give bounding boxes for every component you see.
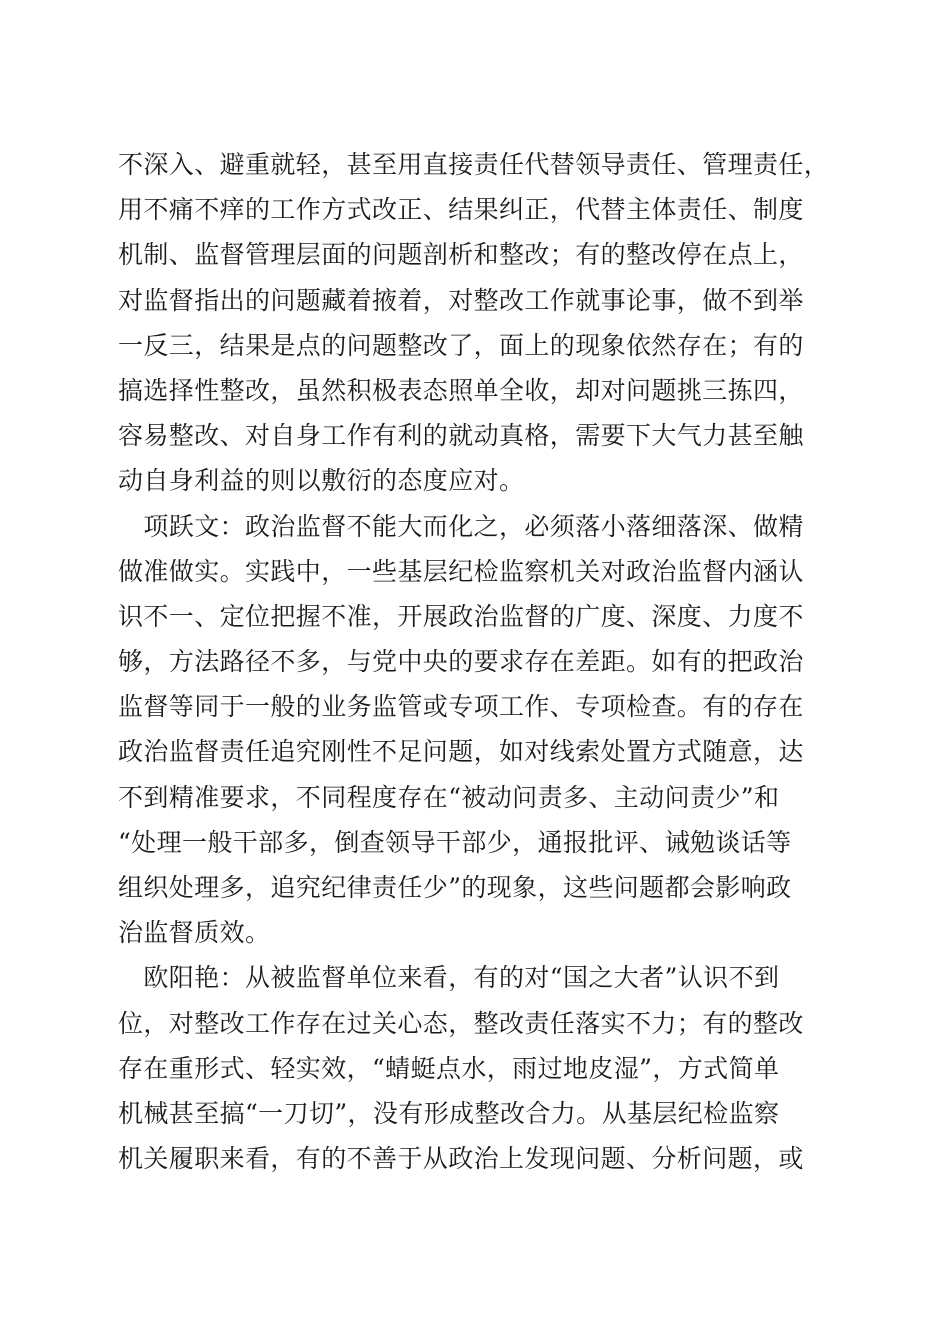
text-line: 治监督质效。 [118,918,271,948]
text-line: 用不痛不痒的工作方式改正、结果纠正，代替主体责任、制度 [118,195,804,225]
text-line: 欧阳艳：从被监督单位来看，有的对“国之大者”认识不到 [118,963,780,993]
text-line: 对监督指出的问题藏着掖着，对整改工作就事论事，做不到举 [118,285,804,315]
text-line: 机械甚至搞“一刀切”，没有形成整改合力。从基层纪检监察 [118,1098,780,1128]
text-line: 做准做实。实践中，一些基层纪检监察机关对政治监督内涵认 [118,556,804,586]
text-line: 不到精准要求，不同程度存在“被动问责多、主动问责少”和 [118,782,780,812]
text-line: 一反三，结果是点的问题整改了，面上的现象依然存在；有的 [118,330,804,360]
text-line: “处理一般干部多，倒查领导干部少，通报批评、诫勉谈话等 [118,827,792,857]
text-line: 识不一、定位把握不准，开展政治监督的广度、深度、力度不 [118,601,804,631]
text-line: 不深入、避重就轻，甚至用直接责任代替领导责任、管理责任， [118,150,830,179]
text-line: 项跃文：政治监督不能大而化之，必须落小落细落深、做精 [118,511,804,541]
text-line: 位，对整改工作存在过关心态，整改责任落实不力；有的整改 [118,1008,804,1038]
text-line: 存在重形式、轻实效，“蜻蜓点水，雨过地皮湿”，方式简单 [118,1053,780,1083]
text-line: 政治监督责任追究刚性不足问题，如对线索处置方式随意，达 [118,737,804,767]
text-line: 容易整改、对自身工作有利的就动真格，需要下大气力甚至触 [118,421,804,451]
text-line: 够，方法路径不多，与党中央的要求存在差距。如有的把政治 [118,647,804,677]
text-line: 监督等同于一般的业务监管或专项工作、专项检查。有的存在 [118,692,804,722]
text-line: 组织处理多，追究纪律责任少”的现象，这些问题都会影响政 [118,873,792,902]
text-line: 动自身利益的则以敷衍的态度应对。 [118,466,525,496]
text-line: 机制、监督管理层面的问题剖析和整改；有的整改停在点上， [118,240,804,270]
text-line: 机关履职来看，有的不善于从政治上发现问题、分析问题，或 [118,1144,804,1174]
text-line: 搞选择性整改，虽然积极表态照单全收，却对问题挑三拣四， [118,375,804,405]
body-text [118,142,838,1181]
